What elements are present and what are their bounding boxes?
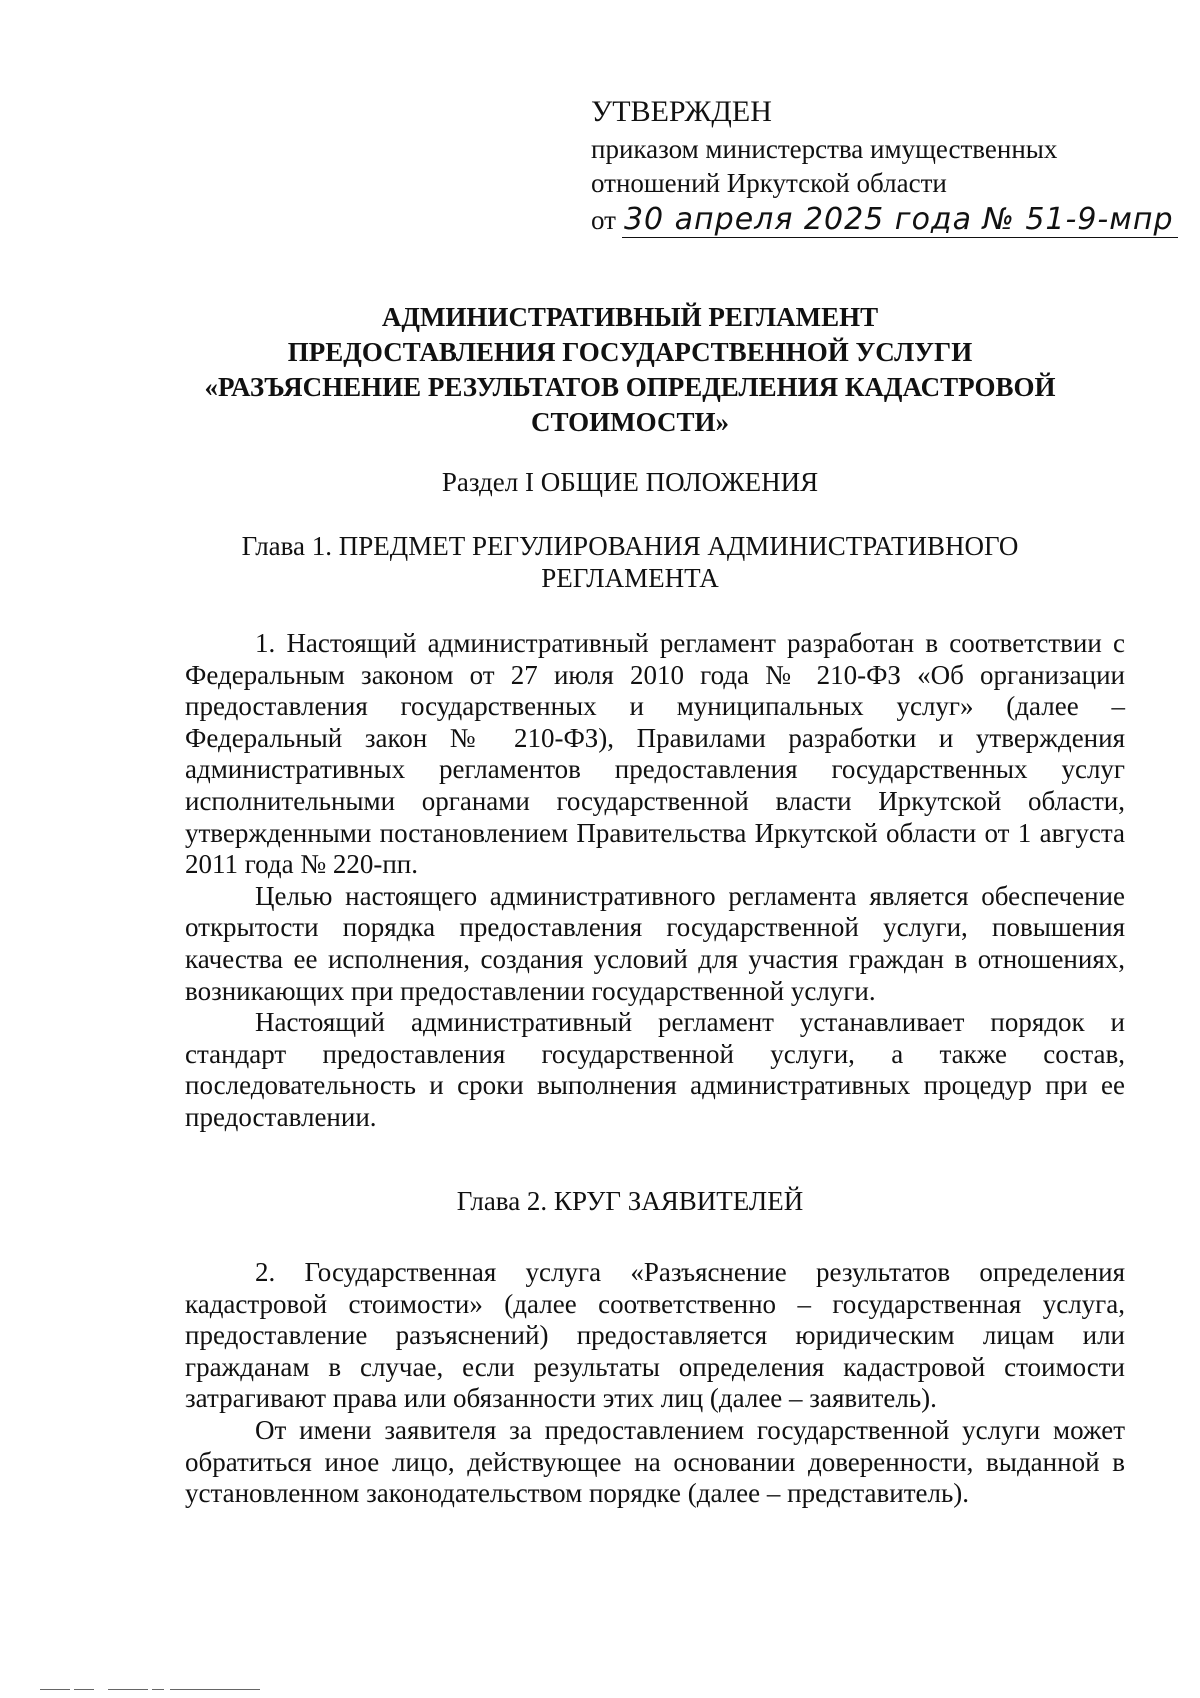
chapter-2-heading: Глава 2. КРУГ ЗАЯВИТЕЛЕЙ <box>456 1186 804 1216</box>
approval-date-line <box>591 200 1174 240</box>
paragraph: От имени заявителя за предоставлением государственной услуги может обратиться иное лицо, действующее на основании доверенности, выданной в установленном законодательством порядке (далее – представитель). <box>185 1414 1125 1509</box>
approval-from-label: от <box>591 205 616 235</box>
title-line-1: АДМИНИСТРАТИВНЫЙ РЕГЛАМЕНТ <box>381 302 879 332</box>
chapter-2-body <box>185 1257 1125 1510</box>
chapter-1-body <box>185 628 1125 1134</box>
paragraph: 2. Государственная услуга «Разъяснение результатов определения кадастровой стоимости» (далее соответственно – государственная услуга, предоставление разъяснений) предоставляется юридическим лицам или гражданам в случае, если результаты определения кадастровой стоимости затрагивают права или обязанности этих лиц (далее – заявитель). <box>185 1257 1125 1414</box>
approval-line-1: приказом министерства имущественных <box>591 134 1058 164</box>
title-line-3: «РАЗЪЯСНЕНИЕ РЕЗУЛЬТАТОВ ОПРЕДЕЛЕНИЯ КАДАСТРОВОЙ <box>204 372 1056 402</box>
approval-heading: УТВЕРЖДЕН <box>591 95 772 128</box>
approval-line-2: отношений Иркутской области <box>591 168 947 198</box>
document-title <box>170 300 1090 440</box>
approval-block <box>591 92 1174 240</box>
chapter-1-heading <box>180 530 1080 594</box>
scan-artifact-lines <box>40 1680 300 1683</box>
section-heading: Раздел I ОБЩИЕ ПОЛОЖЕНИЯ <box>441 467 819 497</box>
chapter-1-heading-line-1: Глава 1. ПРЕДМЕТ РЕГУЛИРОВАНИЯ АДМИНИСТРАТИВНОГО <box>241 531 1019 561</box>
paragraph: Целью настоящего административного регламента является обеспечение открытости порядка предоставления государственной услуги, повышения качества ее исполнения, создания условий для участия граждан в отношениях, возникающих при предоставлении государственной услуги. <box>185 880 1125 1006</box>
paragraph: 1. Настоящий административный регламент разработан в соответствии с Федеральным законом от 27 июля 2010 года № 210-ФЗ «Об организации предоставления государственных и муниципальных услуг» (далее – Федеральный закон № 210-ФЗ), Правилами разработки и утверждения административных регламентов предоставления государственных услуг исполнительными органами государственной власти Иркутской области, утвержденными постановлением Правительства Иркутской области от 1 августа 2011 года № 220-пп. <box>185 628 1125 880</box>
chapter-1-heading-line-2: РЕГЛАМЕНТА <box>541 563 719 593</box>
paragraph: Настоящий административный регламент устанавливает порядок и стандарт предоставления государственной услуги, а также состав, последовательность и сроки выполнения административных процедур при ее предоставлении. <box>185 1007 1125 1132</box>
title-line-2: ПРЕДОСТАВЛЕНИЯ ГОСУДАРСТВЕННОЙ УСЛУГИ <box>287 337 973 367</box>
handwritten-date-number: 30 апреля 2025 года № 51-9-мпр <box>622 202 1178 238</box>
title-line-4: СТОИМОСТИ» <box>531 407 729 437</box>
